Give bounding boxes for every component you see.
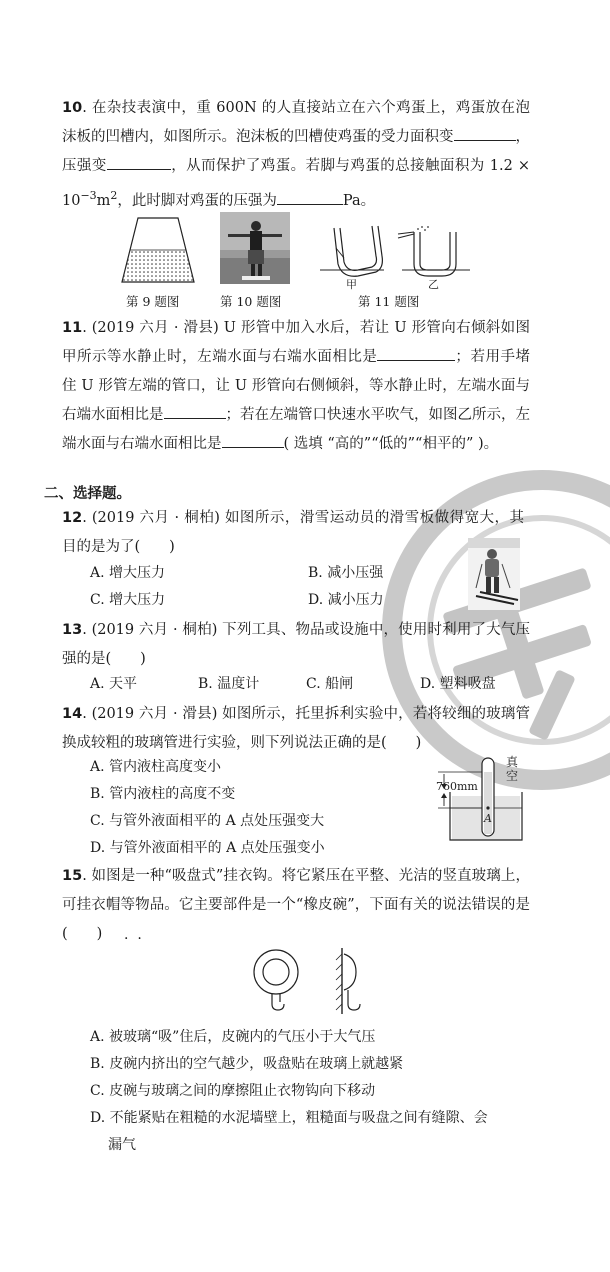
question-13: 13. (2019 六月 · 桐柏) 下列工具、物品或设施中，使用时利用了大气压强的是( ) xyxy=(62,622,530,667)
option-a[interactable]: A. 被玻璃“吸”住后，皮碗内的气压小于大气压 xyxy=(90,1029,376,1045)
figure-11-u-tubes xyxy=(314,222,474,288)
answer-blank[interactable] xyxy=(377,344,455,361)
option-a[interactable]: A. 增大压力 xyxy=(90,565,166,581)
figure-11-label-yi: 乙 xyxy=(428,278,439,291)
figure-10-caption: 第 10 题图 xyxy=(220,294,282,309)
option-d[interactable]: D. 减小压力 xyxy=(308,592,384,608)
figure-10-photo xyxy=(220,212,290,284)
figure-9-caption: 第 9 题图 xyxy=(126,294,180,309)
figure-11-caption: 第 11 题图 xyxy=(358,294,420,309)
question-11: 11. (2019 六月 · 滑县) U 形管中加入水后，若让 U 形管向右倾斜如图甲所示等水静止时，左端水面与右端水面相比是 ；若用手堵住 U 形管左端的管口，让 U 形管向右侧倾斜，等水静止时，左端水面与右端水面相比是 ；若在左端管口快速水平吹气，如图乙所示，左端水面与右端水面相比是 ( 选填 “高的”“低的”“相平的” )。 xyxy=(62,320,531,452)
option-b[interactable]: B. 管内液柱的高度不变 xyxy=(90,786,236,802)
suction-hook-figure xyxy=(244,944,374,1016)
label-vacuum-1: 真 xyxy=(506,755,519,769)
answer-blank[interactable] xyxy=(164,402,226,419)
option-b[interactable]: B. 皮碗内挤出的空气越少，吸盘贴在玻璃上就越紧 xyxy=(90,1056,404,1072)
label-vacuum-2: 空 xyxy=(506,769,519,783)
option-a[interactable]: A. 管内液柱高度变小 xyxy=(90,759,222,775)
option-b[interactable]: B. 温度计 xyxy=(198,676,260,692)
option-d[interactable]: D. 不能紧贴在粗糙的水泥墙壁上，粗糙面与吸盘之间有缝隙、会 xyxy=(90,1110,488,1126)
answer-blank[interactable] xyxy=(107,153,171,170)
option-a[interactable]: A. 天平 xyxy=(90,676,138,692)
question-number: 15 xyxy=(62,868,83,884)
option-c[interactable]: C. 增大压力 xyxy=(90,592,166,608)
option-c[interactable]: C. 与管外液面相平的 A 点处压强变大 xyxy=(90,813,325,829)
question-number: 13 xyxy=(62,622,83,638)
emphasis-dots: · · xyxy=(124,931,142,947)
option-d[interactable]: D. 与管外液面相平的 A 点处压强变小 xyxy=(90,840,325,856)
question-number: 12 xyxy=(62,510,83,526)
answer-blank[interactable] xyxy=(222,431,284,448)
torricelli-apparatus xyxy=(434,752,526,844)
label-760mm: 760mm xyxy=(436,780,478,793)
option-b[interactable]: B. 减小压强 xyxy=(308,565,384,581)
section-heading: 二、选择题。 xyxy=(44,486,131,502)
question-number: 10 xyxy=(62,100,83,116)
question-number: 11 xyxy=(62,320,83,336)
skier-photo xyxy=(468,538,520,610)
figure-11-label-jia: 甲 xyxy=(346,278,357,291)
label-point-a: A xyxy=(484,812,492,825)
question-12: 12. (2019 六月 · 桐柏) 如图所示，滑雪运动员的滑雪板做得宽大，其目的是为了( ) xyxy=(62,510,524,555)
question-15: 15. 如图是一种“吸盘式”挂衣钩。将它紧压在平整、光洁的竖直玻璃上，可挂衣帽等物品。它主要部件是一个“橡皮碗”，下面有关的说法错误的是( ) xyxy=(62,868,530,942)
question-number: 14 xyxy=(62,706,83,722)
option-c[interactable]: C. 船闸 xyxy=(306,676,354,692)
question-14: 14. (2019 六月 · 滑县) 如图所示，托里拆利实验中，若将较细的玻璃管换成较粗的玻璃管进行实验，则下列说法正确的是( ) xyxy=(62,706,530,751)
figure-9-container xyxy=(118,214,198,286)
answer-blank[interactable] xyxy=(277,188,343,205)
question-10: 10. 在杂技表演中，重 600N 的人直接站立在六个鸡蛋上，鸡蛋放在泡沫板的凹槽内，如图所示。泡沫板的凹槽使鸡蛋的受力面积变 ，压强变 ，从而保护了鸡蛋。若脚与鸡蛋的总接触面积为 $1.2 \times 10^{-3}m^2$，此时脚对鸡蛋的压强为 Pa。 xyxy=(62,100,531,209)
answer-blank[interactable] xyxy=(454,124,516,141)
option-d[interactable]: D. 塑料吸盘 xyxy=(420,676,496,692)
option-d-continued: 漏气 xyxy=(108,1137,136,1153)
u-tube-jia xyxy=(320,226,384,276)
u-tube-yi xyxy=(398,232,470,276)
option-c[interactable]: C. 皮碗与玻璃之间的摩擦阻止衣物钩向下移动 xyxy=(90,1083,376,1099)
